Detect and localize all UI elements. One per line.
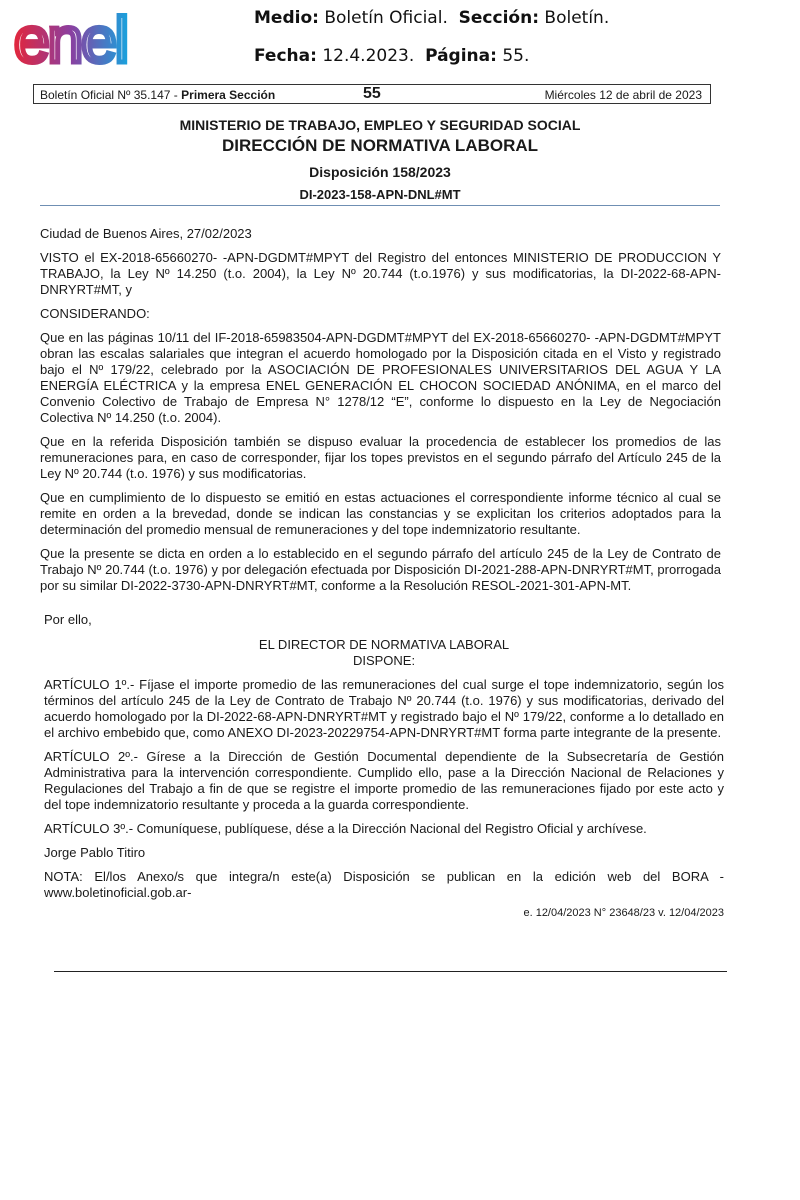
por-ello: Por ello, bbox=[44, 612, 92, 627]
title-divider bbox=[40, 205, 720, 206]
medio-label: Medio: bbox=[254, 8, 319, 28]
ministry-title: MINISTERIO DE TRABAJO, EMPLEO Y SEGURIDAD SOCIAL bbox=[179, 117, 581, 133]
visto-paragraph: VISTO el EX-2018-65660270- -APN-DGDMT#MPYT del Registro del entonces MINISTERIO DE PRODUCCION Y TRABAJO, la Ley Nº 14.250 (t.o. 2004), la Ley Nº 20.744 (t.o.1976) y sus modificatorias, la DI-2022-68-APN-DNRYRT#MT, y bbox=[40, 250, 721, 297]
place-date: Ciudad de Buenos Aires, 27/02/2023 bbox=[40, 226, 252, 241]
gazette-section: Primera Sección bbox=[181, 88, 276, 102]
gazette-issue bbox=[40, 88, 275, 102]
publication-reference: e. 12/04/2023 N° 23648/23 v. 12/04/2023 bbox=[523, 907, 724, 919]
pagina-label: Página: bbox=[425, 46, 497, 66]
director-heading: EL DIRECTOR DE NORMATIVA LABORAL bbox=[258, 637, 510, 652]
pagina-value: 55. bbox=[502, 46, 530, 66]
logo-wordmark: enel bbox=[14, 4, 127, 70]
fecha-label: Fecha: bbox=[254, 46, 317, 66]
considerando-paragraph-4: Que la presente se dicta en orden a lo establecido en el segundo párrafo del artículo 245 de la Ley de Contrato de Trabajo Nº 20.744 (t.o. 1976) y por delegación efectuada por Disposición DI-2021-288-APN-DNRYRT#MT, prorrogada por su similar DI-2022-3730-APN-DNRYRT#MT, conforme a la Resolución RESOL-2021-301-APN-MT. bbox=[40, 546, 721, 593]
dispone-heading: DISPONE: bbox=[352, 653, 416, 668]
disposition-code: DI-2023-158-APN-DNL#MT bbox=[299, 187, 461, 202]
considerando-paragraph-2: Que en la referida Disposición también se dispuso evaluar la procedencia de establecer los promedios de las remuneraciones para, en caso de corresponder, fijar los topes previstos en el segundo párrafo del Artículo 245 de la Ley Nº 20.744 (t.o. 1976) y sus modificatorias. bbox=[40, 434, 721, 481]
considerando-paragraph-1: Que en las páginas 10/11 del IF-2018-65983504-APN-DGDMT#MPYT del EX-2018-65660270- -APN-DGDMT#MPYT obran las escalas salariales que integran el acuerdo homologado por la Disposición citada en el Visto y registrado bajo el Nº 179/22, celebrado por la ASOCIACIÓN DE PROFESIONALES UNIVERSITARIOS DEL AGUA Y LA ENERGÍA ELÉCTRICA y la empresa ENEL GENERACIÓN EL CHOCON SOCIEDAD ANÓNIMA, en el marco del Convenio Colectivo de Trabajo de Empresa N° 1278/12 “E”, conforme lo dispuesto en la Ley de Negociación Colectiva Nº 14.250 (t.o. 2004). bbox=[40, 330, 721, 425]
gazette-page-number: 55 bbox=[363, 85, 381, 102]
medio-seccion-line bbox=[254, 8, 609, 28]
fecha-value: 12.4.2023. bbox=[322, 46, 415, 66]
seccion-label: Sección: bbox=[458, 8, 539, 28]
document-titles bbox=[40, 116, 720, 203]
gazette-header-bar bbox=[33, 84, 711, 104]
article-2: ARTÍCULO 2º.- Gírese a la Dirección de Gestión Documental dependiente de la Subsecretaría de Gestión Administrativa para la intervención correspondiente. Cumplido ello, pase a la Dirección Nacional de Relaciones y Regulaciones del Trabajo a fin de que se registre el importe promedio de las remuneraciones fijado por este acto y del tope indemnizatorio resultante y proceda a la guarda correspondiente. bbox=[44, 749, 724, 812]
end-divider bbox=[54, 971, 727, 972]
seccion-value: Boletín. bbox=[544, 8, 610, 28]
considerando-heading: CONSIDERANDO: bbox=[40, 306, 150, 321]
fecha-pagina-line bbox=[254, 46, 529, 66]
clipping-header bbox=[0, 0, 800, 80]
gazette-date: Miércoles 12 de abril de 2023 bbox=[544, 88, 702, 102]
considerando-paragraph-3: Que en cumplimiento de lo dispuesto se emitió en estas actuaciones el correspondiente informe técnico al cual se remite en orden a la brevedad, donde se indican las constancias y se explicitan los criterios adoptados para la determinación del promedio mensual de remuneraciones y del tope indemnizatorio resultante. bbox=[40, 490, 721, 537]
resolution-section bbox=[44, 612, 724, 921]
gazette-issue-number: Boletín Oficial Nº 35.147 - bbox=[40, 88, 178, 102]
medio-value: Boletín Oficial. bbox=[324, 8, 448, 28]
disposition-title: Disposición 158/2023 bbox=[309, 164, 451, 180]
enel-logo bbox=[14, 4, 184, 70]
signer-name: Jorge Pablo Titiro bbox=[44, 845, 146, 860]
article-1: ARTÍCULO 1º.- Fíjase el importe promedio de las remuneraciones del cual surge el tope indemnizatorio, según los términos del artículo 245 de la Ley de Contrato de Trabajo Nº 20.744 (t.o. 1976) y sus modificatorias, derivado del acuerdo homologado por la DI-2022-68-APN-DNRYRT#MT y registrado bajo el Nº 179/22, conforme a lo detallado en el archivo embebido que, como ANEXO DI-2023-20229754-APN-DNRYRT#MT forma parte integrante de la presente. bbox=[44, 677, 724, 740]
director-heading-block bbox=[44, 637, 724, 669]
directorate-title: DIRECCIÓN DE NORMATIVA LABORAL bbox=[221, 136, 539, 155]
preamble-section bbox=[40, 226, 721, 602]
article-3: ARTÍCULO 3º.- Comuníquese, publíquese, dése a la Dirección Nacional del Registro Oficial y archívese. bbox=[44, 821, 647, 836]
annex-note: NOTA: El/los Anexo/s que integra/n este(a) Disposición se publican en la edición web del BORA -www.boletinoficial.gob.ar- bbox=[44, 869, 724, 900]
